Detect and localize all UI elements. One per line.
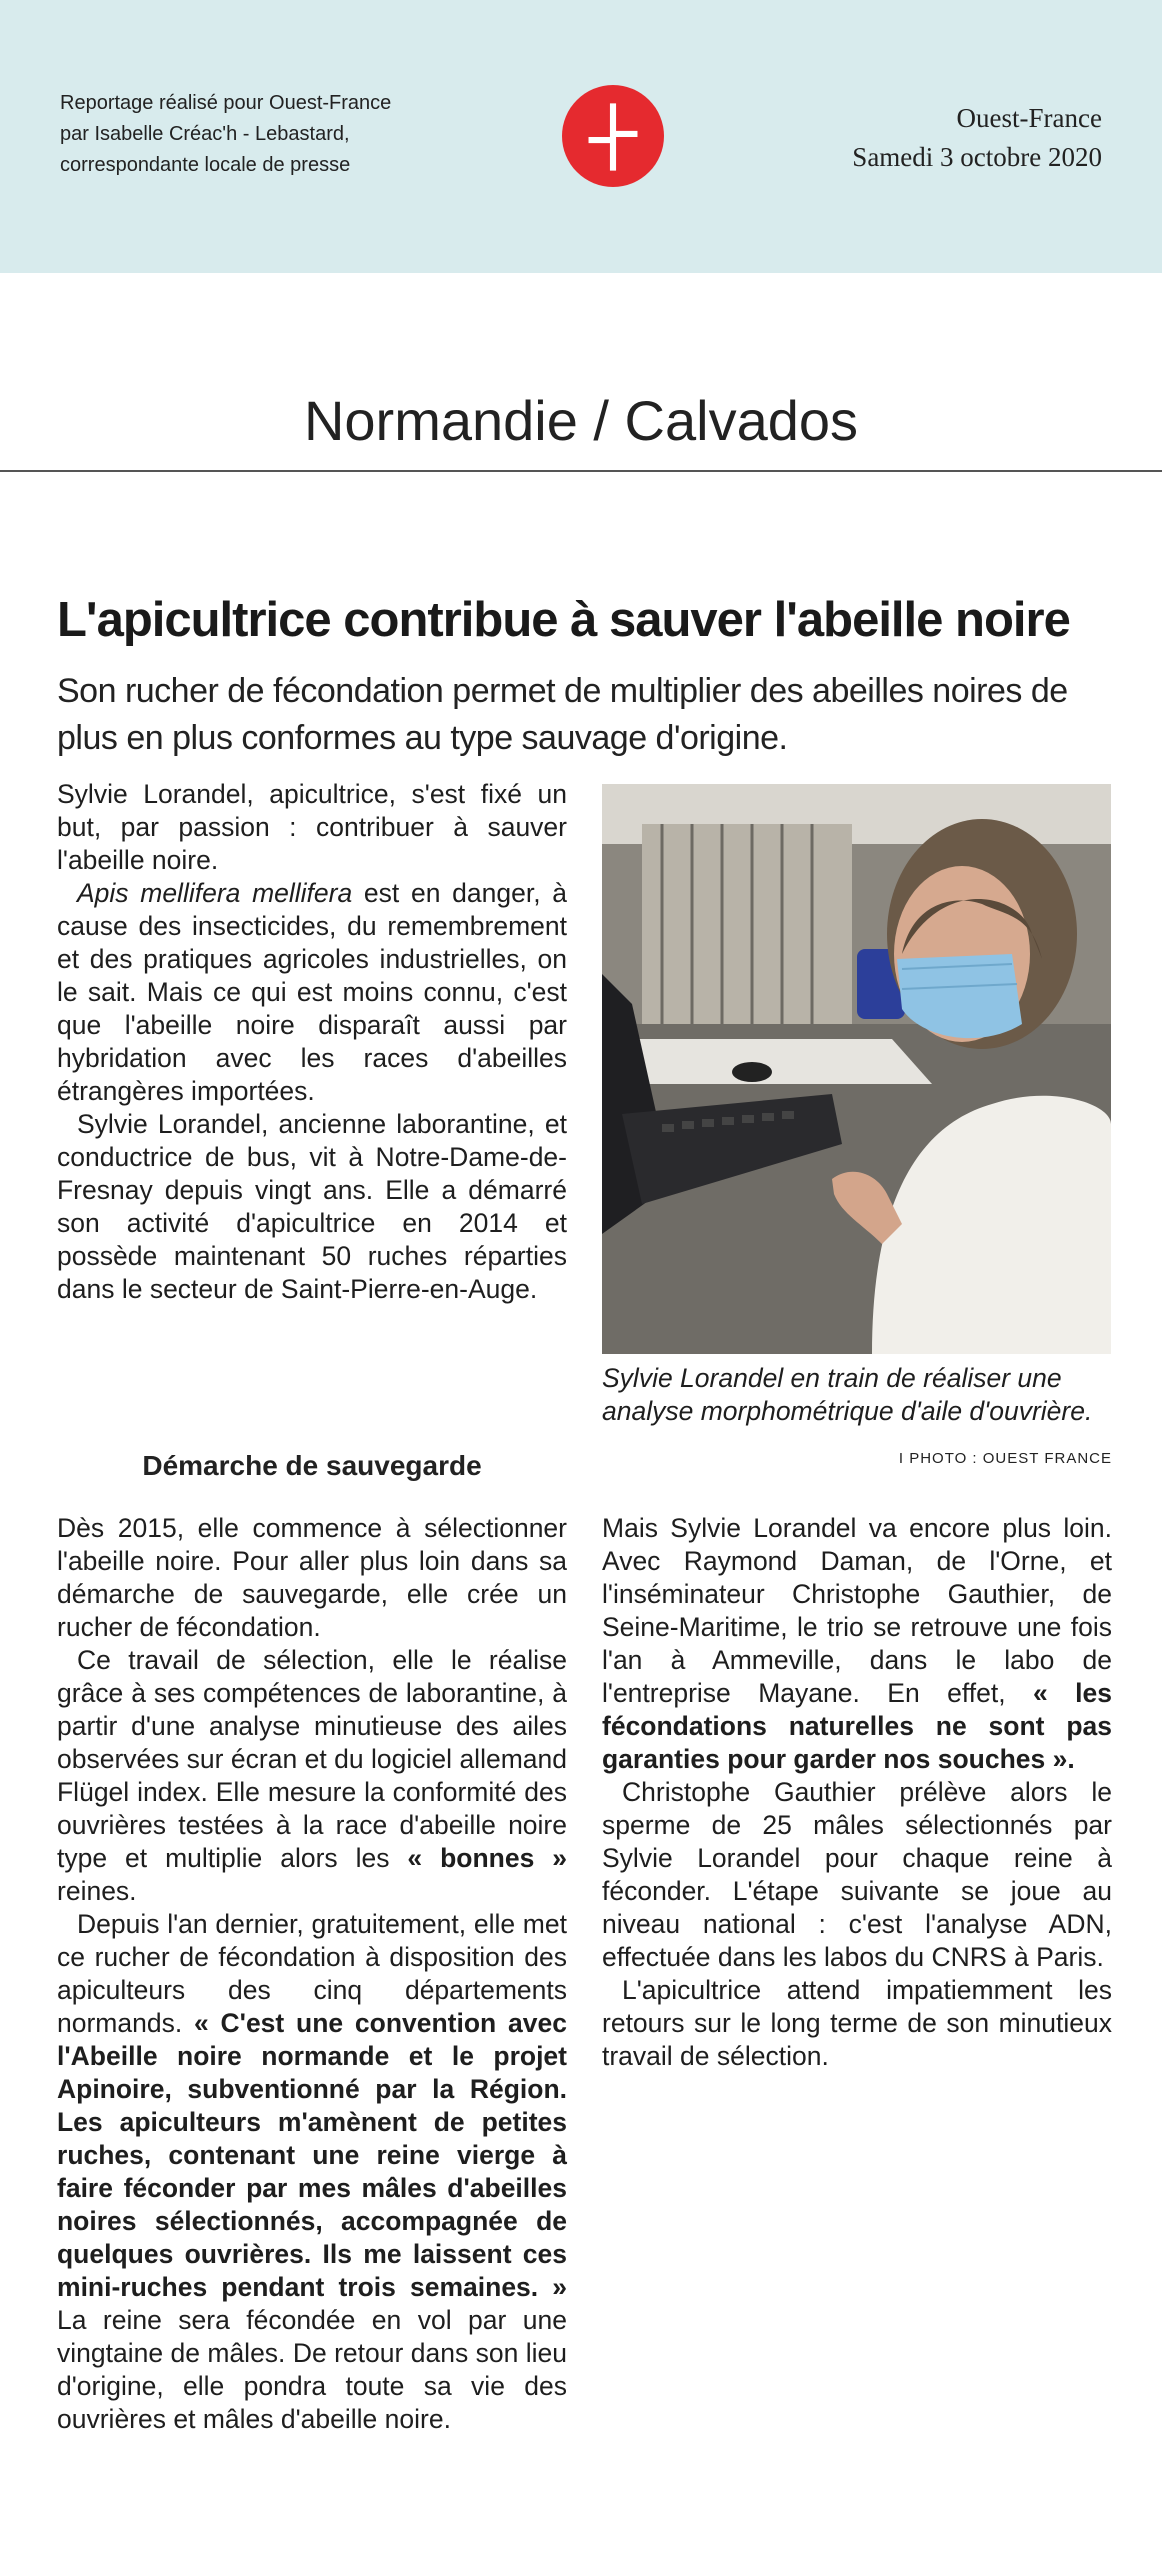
paragraph: Mais Sylvie Lorandel va encore plus loin. Avec Raymond Daman, de l'Orne, et l'inséminateur Christophe Gauthier, de Seine-Maritime, le trio se retrouve une fois l'an à Ammeville, dans le labo de l'entreprise Mayane. En effet, « les fécondations naturelles ne sont pas garanties pour garder nos souches ». bbox=[602, 1513, 1112, 1774]
paragraph: Sylvie Lorandel, ancienne laborantine, et conductrice de bus, vit à Notre-Dame-de-Fresnay depuis vingt ans. Elle a démarré son activité d'apicultrice en 2014 et possède maintenant 50 ruches réparties dans le secteur de Saint-Pierre-en-Auge. bbox=[57, 1109, 567, 1304]
credit-line: Reportage réalisé pour Ouest-France bbox=[60, 92, 392, 114]
photo-caption: Sylvie Lorandel en train de réaliser une analyse morphométrique d'aile d'ouvrière. bbox=[602, 1363, 1093, 1426]
photo-credit: I PHOTO : OUEST FRANCE bbox=[898, 1450, 1112, 1467]
paragraph: Dès 2015, elle commence à sélectionner l'abeille noire. Pour aller plus loin dans sa démarche de sauvegarde, elle crée un rucher de fécondation. bbox=[57, 1513, 567, 1642]
paragraph: Ce travail de sélection, elle le réalise grâce à ses compétences de laborantine, à partir d'une analyse minutieuse des ailes observées sur écran et du logiciel allemand Flügel index. Elle mesure la conformité des ouvrières testées à la race d'abeille noire type et multiplie alors les « bonnes » reines. bbox=[57, 1645, 567, 1906]
credit-line: par Isabelle Créac'h - Lebastard, bbox=[60, 123, 350, 145]
photo-illustration bbox=[602, 784, 1111, 1354]
article-headline: L'apicultrice contribue à sauver l'abeille noire bbox=[57, 593, 1070, 647]
ouest-france-logo-icon bbox=[562, 85, 664, 187]
paragraph: Christophe Gauthier prélève alors le sperme de 25 mâles sélectionnés par Sylvie Lorandel pour chaque reine à féconder. L'étape suivante se joue au niveau national : c'est l'analyse ADN, effectuée dans les labos du CNRS à Paris. bbox=[602, 1777, 1112, 1972]
newspaper-name: Ouest-France bbox=[956, 103, 1102, 133]
paragraph: Depuis l'an dernier, gratuitement, elle met ce rucher de fécondation à disposition des apiculteurs des cinq départements normands. « C'est une convention avec l'Abeille noire normande et le projet Apinoire, subventionné par la Région. Les apiculteurs m'amènent de petites ruches, contenant une reine vierge à faire féconder par mes mâles d'abeilles noires sélectionnés, accompagnée de quelques ouvrières. Ils me laissent ces mini-ruches pendant trois semaines. » La reine sera fécondée en vol par une vingtaine de mâles. De retour dans son lieu d'origine, elle pondra toute sa vie des ouvrières et mâles d'abeille noire. bbox=[57, 1909, 567, 2434]
article-deck: Son rucher de fécondation permet de multiplier des abeilles noires de plus en plus conformes au type sauvage d'origine. bbox=[57, 672, 1068, 757]
credit-line: correspondante locale de presse bbox=[60, 154, 351, 176]
report-header bbox=[0, 0, 1162, 273]
section-title: Normandie / Calvados bbox=[303, 389, 859, 452]
article-subhead: Démarche de sauvegarde bbox=[142, 1450, 482, 1481]
paragraph: Sylvie Lorandel, apicultrice, s'est fixé un but, par passion : contribuer à sauver l'abeille noire. bbox=[57, 779, 567, 875]
reporter-credit bbox=[60, 88, 480, 181]
quote: « C'est une convention avec l'Abeille noire normande et le projet Apinoire, subventionné par la Région. Les apiculteurs m'amènent de petites ruches, contenant une reine vierge à faire féconder par mes mâles d'abeilles noires sélectionnés, accompagnée de quelques ouvrières. Ils me laissent ces mini-ruches pendant trois semaines. » bbox=[57, 2008, 567, 2302]
quote: « les fécondations naturelles ne sont pas garanties pour garder nos souches ». bbox=[602, 1678, 1112, 1774]
article-photo bbox=[602, 784, 1111, 1354]
article-column-2 bbox=[602, 1512, 1112, 2073]
publication-date: Samedi 3 octobre 2020 bbox=[852, 142, 1102, 172]
species-name: Apis mellifera mellifera bbox=[77, 878, 353, 908]
paragraph: Apis mellifera mellifera est en danger, à cause des insecticides, du remembrement et des pratiques agricoles industrielles, on le sait. Mais ce qui est moins connu, c'est que l'abeille noire disparaît aussi par hybridation avec les races d'abeilles étrangères importées. bbox=[57, 878, 567, 1106]
publication-info bbox=[852, 99, 1102, 177]
article-column-1-top bbox=[57, 778, 567, 1306]
section-divider bbox=[0, 470, 1162, 472]
article-column-1-bottom bbox=[57, 1512, 567, 2436]
paragraph: L'apicultrice attend impatiemment les retours sur le long terme de son minutieux travail de sélection. bbox=[602, 1975, 1112, 2071]
